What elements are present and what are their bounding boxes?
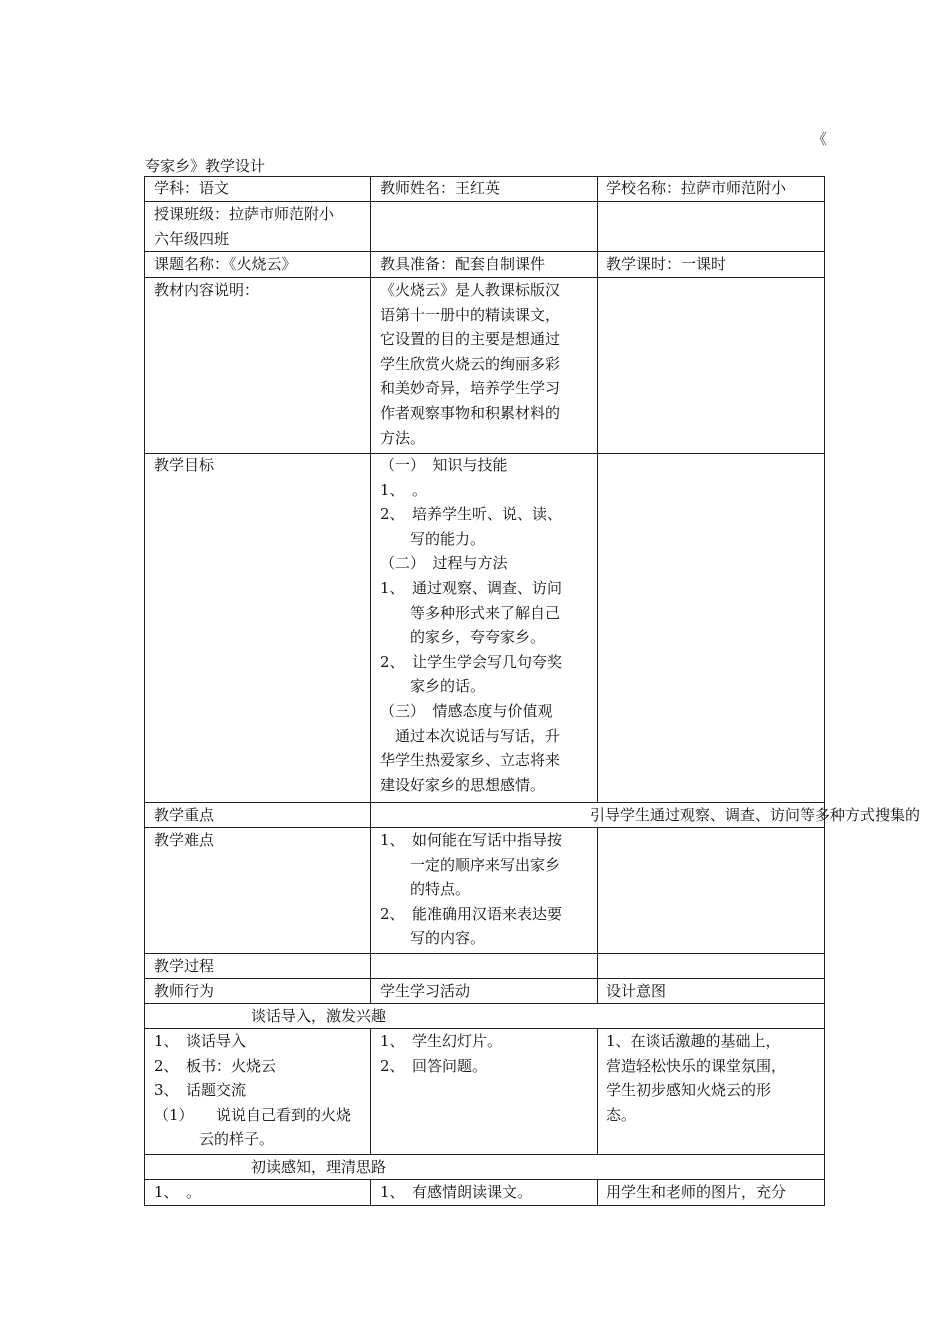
title-open-bracket: 《	[812, 130, 828, 148]
text-line: 2、 能准确用汉语来表达要	[380, 904, 563, 923]
text-line: 3、 话题交流	[154, 1081, 247, 1100]
text-line: （三） 情感态度与价值观	[380, 701, 553, 720]
text-line: 学生初步感知火烧云的形	[606, 1081, 772, 1100]
text-line: 写的内容。	[380, 929, 486, 948]
text-line: （一） 知识与技能	[380, 456, 508, 474]
text-line: 2、 培养学生听、说、读、	[380, 505, 563, 524]
text-line: 2、 回答问题。	[380, 1056, 488, 1075]
key-points-content: 引导学生通过观察、调查、访问等多种方式搜集的	[590, 806, 921, 824]
text-line: 1、 通过观察、调查、访问	[380, 578, 563, 597]
text-line: 它设置的目的主要是想通过	[380, 330, 561, 349]
text-line: （二） 过程与方法	[380, 554, 508, 573]
col-divider	[370, 176, 371, 1003]
text-line: 的家乡，夸夸家乡。	[380, 628, 546, 647]
student-activities: 1、 有感情朗读课文。	[380, 1183, 533, 1201]
text-line: 学生欣赏火烧云的绚丽多彩	[380, 354, 561, 373]
key-points-label: 教学重点	[154, 806, 215, 824]
table-border-bottom	[144, 1205, 825, 1206]
difficulties-label: 教学难点	[154, 831, 215, 849]
col-divider	[597, 176, 598, 803]
text-line: 家乡的话。	[380, 677, 486, 696]
table-border-right	[824, 176, 825, 1206]
text-line: 营造轻松快乐的课堂氛围，	[606, 1056, 787, 1075]
text-line: 态。	[606, 1105, 637, 1124]
column-header-student: 学生学习活动	[380, 982, 471, 1000]
text-line: 建设好家乡的思想感情。	[380, 775, 546, 794]
col-divider	[370, 1179, 371, 1206]
column-header-intent: 设计意图	[606, 982, 667, 1000]
col-divider	[597, 1028, 598, 1154]
teacher-name-cell: 教师姓名：王红英	[380, 179, 501, 197]
row-divider	[144, 1154, 825, 1155]
table-border-left	[144, 176, 145, 1206]
text-line: 1、 如何能在写话中指导按	[380, 831, 563, 849]
text-line: 1、 谈话导入	[154, 1032, 247, 1050]
topic-cell: 课题名称：《火烧云》	[154, 255, 297, 273]
text-line: 2、 让学生学会写几句夸奖	[380, 652, 563, 671]
difficulties-content	[380, 828, 592, 951]
hours-cell: 教学课时：一课时	[606, 255, 727, 273]
text-line: 语第十一册中的精读课文，	[380, 305, 561, 324]
section-heading: 谈话导入，激发兴趣	[251, 1007, 387, 1025]
class-cell-line1: 授课班级：拉萨市师范附小	[154, 205, 335, 223]
text-line: 作者观察事物和积累材料的	[380, 403, 561, 422]
section-heading: 初读感知，理清思路	[251, 1158, 387, 1176]
text-line: 一定的顺序来写出家乡	[380, 855, 561, 874]
text-line: 华学生热爱家乡、立志将来	[380, 751, 561, 770]
text-line: 云的样子。	[154, 1130, 275, 1149]
text-line: 和美妙奇异，培养学生学习	[380, 379, 561, 398]
text-line: 1、 。	[380, 480, 428, 499]
objectives-label: 教学目标	[154, 456, 215, 474]
text-line: 2、 板书：火烧云	[154, 1056, 277, 1075]
text-line: 方法。	[380, 428, 426, 447]
class-cell-line2: 六年级四班	[154, 230, 230, 248]
tools-cell: 教具准备：配套自制课件	[380, 255, 546, 273]
text-line: 的特点。	[380, 880, 471, 899]
text-line: 等多种形式来了解自己	[380, 603, 561, 622]
document-title: 夸家乡》教学设计	[145, 157, 266, 175]
student-activities	[380, 1029, 592, 1078]
text-line: 通过本次说话与写话，升	[380, 726, 561, 745]
text-line: 写的能力。	[380, 529, 486, 548]
text-line: 1、 学生幻灯片。	[380, 1032, 503, 1050]
teacher-actions	[154, 1029, 364, 1152]
teacher-actions: 1、 。	[154, 1183, 202, 1201]
col-divider	[597, 827, 598, 1003]
design-intent	[606, 1029, 818, 1127]
column-header-teacher: 教师行为	[154, 982, 215, 1000]
material-label: 教材内容说明：	[154, 281, 260, 299]
subject-cell: 学科：语文	[154, 179, 230, 197]
process-label: 教学过程	[154, 957, 215, 975]
school-name-cell: 学校名称：拉萨市师范附小	[606, 179, 787, 197]
design-intent: 用学生和老师的图片，充分	[606, 1183, 787, 1201]
objectives-content	[380, 453, 592, 797]
col-divider	[370, 1028, 371, 1154]
text-line: 1、在谈话激趣的基础上，	[606, 1032, 781, 1050]
text-line: 《火烧云》是人教课标版汉	[380, 281, 561, 299]
material-description	[380, 278, 592, 450]
col-divider	[597, 1179, 598, 1206]
text-line: （1） 说说自己看到的火烧	[154, 1105, 352, 1124]
